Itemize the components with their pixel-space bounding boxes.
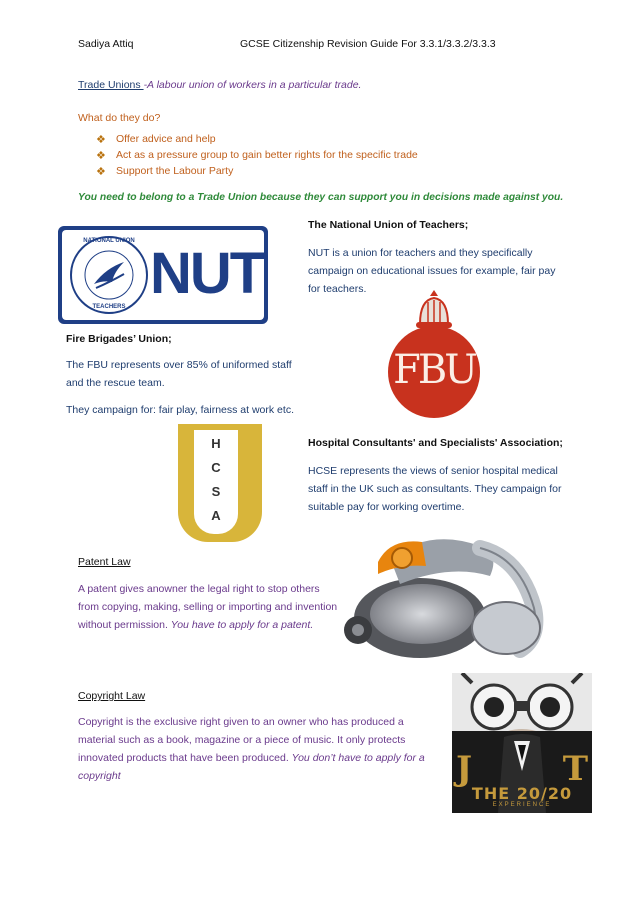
- list-item: ❖ Act as a pressure group to gain better rights for the specific trade: [96, 149, 418, 162]
- fbu-heading: Fire Brigades’ Union;: [66, 333, 172, 345]
- fbu-body: The FBU represents over 85% of uniformed staff and the rescue team.: [66, 359, 292, 389]
- trade-union-bullet-list: [96, 131, 418, 179]
- diamond-bullet-icon: ❖: [96, 149, 106, 162]
- album-letter: T: [562, 749, 588, 789]
- fbu-logo-text: FBU: [393, 347, 475, 393]
- nut-logo-text: NUT: [150, 241, 264, 306]
- album-subtitle: EXPERIENCE: [492, 802, 552, 808]
- header-title: GCSE Citizenship Revision Guide For 3.3.1/3.3.2/3.3.3: [240, 38, 496, 50]
- header-author: Sadiya Attiq: [78, 38, 134, 50]
- hcsa-heading: Hospital Consultants' and Specialists' Association;: [308, 437, 563, 449]
- nut-logo: NATIONAL UNION TEACHERS NUT: [58, 226, 268, 324]
- trade-union-conclusion: You need to belong to a Trade Union because they can support you in decisions made against you.: [78, 192, 564, 203]
- nut-body: NUT is a union for teachers and they specifically campaign on educational issues for example, fair pay for teachers.: [308, 247, 556, 295]
- hcsa-letter: C: [211, 460, 221, 475]
- hcsa-letter: A: [211, 508, 221, 523]
- trade-unions-def-text: -A labour union of workers in a particular trade.: [143, 79, 362, 91]
- album-title-bottom: THE 20/20: [471, 784, 573, 803]
- nut-heading: The National Union of Teachers;: [308, 219, 469, 231]
- hcsa-letter: H: [211, 436, 221, 451]
- hcsa-logo: [178, 424, 262, 542]
- trade-unions-definition: [78, 79, 361, 91]
- hcsa-letter: S: [211, 484, 221, 499]
- diamond-bullet-icon: ❖: [96, 133, 106, 146]
- what-do-they-do-question: What do they do?: [78, 112, 161, 124]
- copyright-body-block: [78, 713, 440, 785]
- vacuum-cleaner-image: [330, 518, 562, 666]
- hcsa-body: HCSE represents the views of senior hospital medical staff in the UK such as consultants. They campaign for suitable pay for working overtime.: [308, 465, 562, 513]
- patent-heading: Patent Law: [78, 556, 131, 568]
- trade-unions-term: Trade Unions: [78, 79, 144, 91]
- patent-body-block: [78, 580, 340, 634]
- patent-body: A patent gives anowner the legal right to stop others from copying, making, selling or importing and invention without permission.: [78, 583, 338, 631]
- patent-note: You have to apply for a patent.: [170, 619, 314, 631]
- copyright-body: Copyright is the exclusive right given to an owner who has produced a material such as a book, magazine or a piece of music. It only protects innovated products that have been produced.: [78, 716, 406, 764]
- fbu-campaign: They campaign for: fair play, fairness at work etc.: [66, 404, 294, 416]
- fbu-logo: [388, 288, 480, 418]
- copyright-note: You don’t have to apply for a copyright: [78, 752, 425, 782]
- copyright-heading: Copyright Law: [78, 690, 146, 702]
- diamond-bullet-icon: ❖: [96, 165, 106, 178]
- list-item: ❖ Offer advice and help: [96, 133, 216, 146]
- album-letter: J: [456, 749, 473, 789]
- album-title-top: [456, 751, 588, 787]
- album-cover-image: [452, 673, 592, 813]
- list-item: ❖ Support the Labour Party: [96, 165, 234, 178]
